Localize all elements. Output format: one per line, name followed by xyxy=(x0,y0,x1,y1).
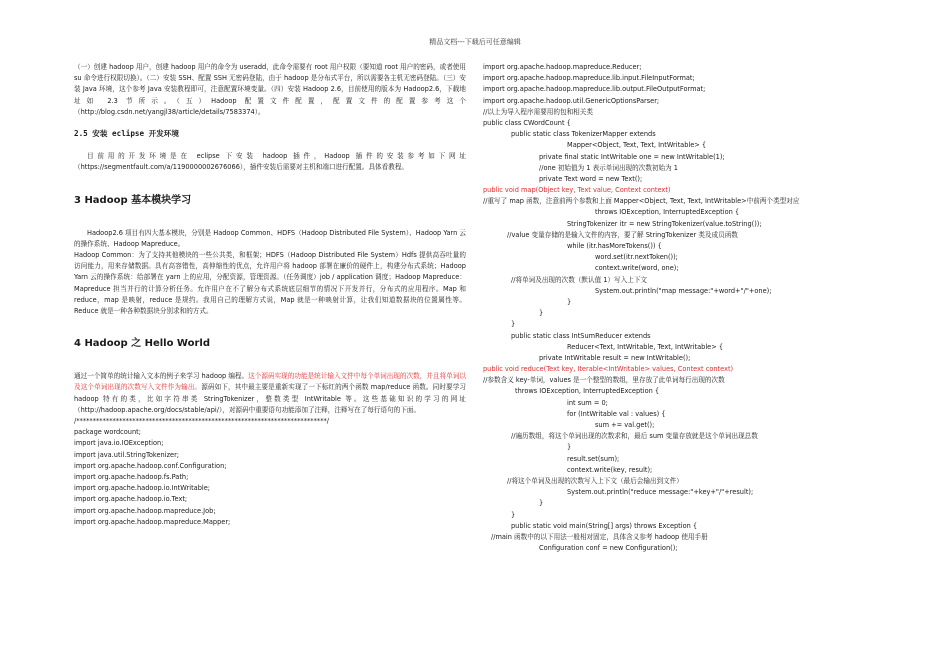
section-4-text-a: 通过一个简单的统计输入文本的例子来学习 hadoop 编程。 xyxy=(74,372,249,381)
code-line: public static void main(String[] args) throws Exception { xyxy=(511,521,698,530)
section-4-heading: 4 Hadoop 之 Hello World xyxy=(74,338,210,350)
code-line: } xyxy=(511,510,516,519)
code-line: context.write(key, result); xyxy=(567,465,653,474)
code-line: } xyxy=(539,499,544,508)
code-line: import org.apache.hadoop.io.Text; xyxy=(74,495,188,504)
code-line: import org.apache.hadoop.mapreduce.Mapper; xyxy=(74,517,231,526)
code-line: private IntWritable result = new IntWritable(); xyxy=(539,353,691,362)
section-2-5-heading: 2.5 安装 eclipse 开发环境 xyxy=(74,129,179,139)
section-4-paragraph xyxy=(74,371,466,416)
code-line: int sum = 0; xyxy=(567,398,608,407)
code-line: result.set(sum); xyxy=(567,454,620,463)
section-4-text-highlight: 这个源码实现的功能是统计输入文件中每个单词出现的次数，并且将单词以及这个单词出现的次数写入文件作为输出。 xyxy=(74,372,466,392)
code-line: import org.apache.hadoop.mapreduce.lib.output.FileOutputFormat; xyxy=(483,85,706,94)
code-line: //参数含义 key-单词，values 是一个整型的数组，里存放了此单词每行出现的次数 xyxy=(483,376,725,385)
code-line: import org.apache.hadoop.mapreduce.lib.input.FileInputFormat; xyxy=(483,74,695,83)
code-line: //重写了 map 函数，注意前两个参数和上面 Mapper<Object, Text, Text, IntWritable>中前两个类型对应 xyxy=(483,197,800,206)
code-line: package wordcount; xyxy=(74,428,141,437)
code-line: Mapper<Object, Text, Text, IntWritable> { xyxy=(567,141,707,150)
section-3-paragraph: Hadoop2.6 项目有四大基本模块，分别是 Hadoop Common、HDFS（Hadoop Distributed File System）、Hadoop Yarn 云的操作系统、Hadoop Mapreduce。 xyxy=(74,228,466,248)
code-line: import org.apache.hadoop.mapreduce.Job; xyxy=(74,506,216,515)
code-line: public class CWordCount { xyxy=(483,118,571,127)
code-line: StringTokenizer itr = new StringTokenizer(value.toString()); xyxy=(567,219,762,228)
highlighted-code-line: public void reduce(Text key, Iterable<IntWritable> values, Context context) xyxy=(483,365,734,374)
code-line: private Text word = new Text(); xyxy=(539,174,643,183)
code-line: import org.apache.hadoop.conf.Configuration; xyxy=(74,461,227,470)
code-line: System.out.println("reduce message:"+key+"/"+result); xyxy=(567,488,754,497)
code-line: public static class TokenizerMapper extends xyxy=(511,130,656,139)
code-line: context.write(word, one); xyxy=(595,264,679,273)
code-line: Configuration conf = new Configuration(); xyxy=(539,544,678,553)
code-line: System.out.println("map message:"+word+"/"+one); xyxy=(595,286,772,295)
highlighted-code-line: public void map(Object key, Text value, Context context) xyxy=(483,186,671,195)
code-line: //遍历数组，将这个单词出现的次数求和，最后 sum 变量存放就是这个单词出现总数 xyxy=(511,432,758,441)
code-line: } xyxy=(511,320,516,329)
left-code-block xyxy=(74,427,466,528)
code-line: //main 函数中的以下用法一般相对固定，具体含义参考 hadoop 使用手册 xyxy=(491,532,708,541)
code-line: import org.apache.hadoop.util.GenericOptionsParser; xyxy=(483,96,660,105)
comment-divider: /****************************************************************************/ xyxy=(74,417,330,426)
code-line: } xyxy=(539,309,544,318)
code-line: //将单词及出现的次数（默认值 1）写入上下文 xyxy=(511,275,648,284)
section-2-5-paragraph: 目前用的开发环境是在 eclipse 下安装 hadoop 插件，Hadoop 插件的安装参考如下网址（https://segmentfault.com/a/1190000002676066），插件安装后需要对主机和端口进行配置。具体看教程。 xyxy=(74,152,466,172)
code-line: public static class IntSumReducer extends xyxy=(511,331,651,340)
code-line: while (itr.hasMoreTokens()) { xyxy=(567,242,662,250)
section-3-paragraph-2: Hadoop Common：为了支持其他模块的一些公共类，和框架；HDFS（Hadoop Distributed File System）Hdfs 提供高吞吐量的访问能力，用来存储数据。具有高容错性，高伸缩性的优点，允许用户将 hadoop 部署在廉价的硬件上，构建分布式系统；Hadoop Yarn 云的操作系统：给部署在 yarn 上的应用，分配资源，管理资源。（任务调度）job / application 调度；Hadoop Mapreduce：Mapreduce 担当并行的计算分析任务。允许用户在不了解分布式系统底层细节的情况下开发并行，分布式的应用程序。Map 和 reduce，map 是映射，reduce 是规约。我用自己的理解方式说，Map 就是一种映射计算，让我们知道数据块的位置属性等。Reduce 就是一种各种数据块分别求和的方式。 xyxy=(74,251,466,316)
code-line: throws IOException, InterruptedException { xyxy=(515,387,660,396)
code-line: for (IntWritable val : values) { xyxy=(567,409,666,418)
intro-paragraph: （一）创建 hadoop 用户，创建 hadoop 用户的命令为 useradd，此命令需要有 root 用户权限（要知道 root 用户的密码，或者使用 su 命令进行权限切换）。（二）安装 SSH、配置 SSH 无密码登陆，由于 hadoop 是分布式平台，所以需要各主机无密码登陆。（三）安装 Java 环境，这个参考 Java 安装教程即可，注意配置环境变量。（四）安装 Hadoop 2.6，目前使用的版本为 Hadoop2.6，下载地址如 2.3 节所示。（五）Hadoop 配置文件配置，配置文件的配置参考这个（http://blog.csdn.net/yangjl38/article/details/7583374）。 xyxy=(74,63,466,116)
left-column xyxy=(74,62,466,528)
code-line: word.set(itr.nextToken()); xyxy=(595,253,678,262)
code-line: Reducer<Text, IntWritable, Text, IntWritable> { xyxy=(567,342,724,351)
code-line: import org.apache.hadoop.fs.Path; xyxy=(74,473,189,481)
code-line: //以上为导入程序需要用的包和相关类 xyxy=(483,107,593,116)
page-header: 精品文档---下载后可任意编辑 xyxy=(429,38,521,46)
code-line: sum += val.get(); xyxy=(595,421,655,429)
code-line: import java.io.IOException; xyxy=(74,439,164,448)
section-4-text-b: 源码如下，其中最主要是重新实现了一下标红的两个函数 map/reduce 函数。同时要学习 hadoop 特有的类，比如字符串类 StringTokenizer，整数类型 IntWritable 等。这些基础知识的学习的网址（http://hadoop.apache.org/docs/stable/api/），对源码中重要语句功能添加了注释，注释写在了每行语句的下面。 xyxy=(74,383,467,414)
code-line: //value 变量存储的是输入文件的内容，要了解 StringTokenizer 类及成员函数 xyxy=(507,230,738,239)
code-line: //将这个单词及出现的次数写入上下文（最后会输出到文件） xyxy=(507,476,683,485)
code-line: //one 初始值为 1 表示单词出现的次数初始为 1 xyxy=(539,163,678,172)
right-column-code xyxy=(483,62,875,554)
code-line: } xyxy=(567,297,572,306)
code-line: import org.apache.hadoop.mapreduce.Reducer; xyxy=(483,63,642,71)
code-line: } xyxy=(567,443,572,452)
section-3-heading: 3 Hadoop 基本模块学习 xyxy=(74,194,192,206)
code-line: throws IOException, InterruptedException { xyxy=(595,208,740,217)
code-line: import java.util.StringTokenizer; xyxy=(74,450,180,459)
code-line: import org.apache.hadoop.io.IntWritable; xyxy=(74,484,210,493)
code-line: private final static IntWritable one = new IntWritable(1); xyxy=(539,152,725,161)
